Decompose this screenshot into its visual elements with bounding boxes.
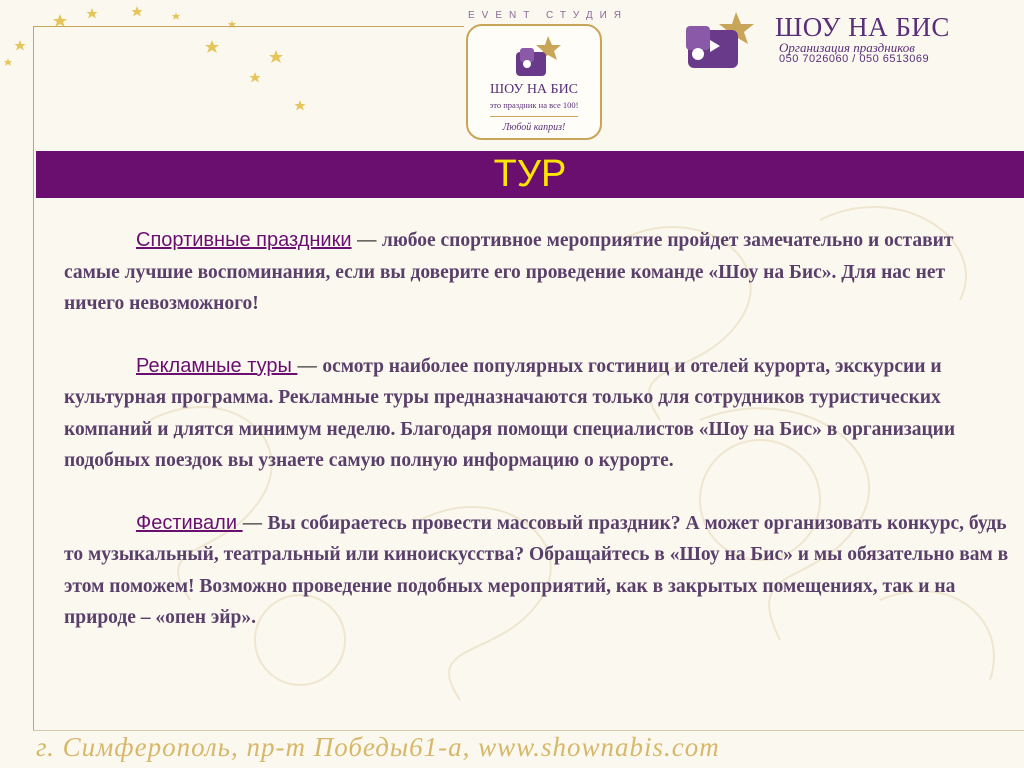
star-icon bbox=[132, 6, 143, 17]
brand-phones: 050 7026060 / 050 6513069 bbox=[779, 53, 930, 65]
content-body bbox=[64, 225, 1009, 665]
badge-name: ШОУ НА БИС bbox=[489, 82, 579, 97]
studio-badge bbox=[466, 24, 602, 140]
star-icon bbox=[205, 40, 219, 53]
star-icon bbox=[172, 12, 180, 20]
footer-address: г. Симферополь, пр-т Победы61-а, www.shownabis.com bbox=[36, 732, 720, 762]
star-icon bbox=[295, 100, 306, 111]
page-title: ТУР bbox=[493, 153, 567, 195]
badge-tagline: это праздник на все 100! bbox=[489, 100, 579, 110]
brand-subtitle: Организация праздников bbox=[779, 40, 915, 55]
dash: — bbox=[351, 229, 382, 251]
brand-logo-icon bbox=[682, 10, 760, 72]
star-icon bbox=[4, 58, 12, 66]
star-icon bbox=[15, 40, 26, 51]
star-icon bbox=[250, 72, 261, 83]
event-studio-label: EVENT СТУДИЯ bbox=[468, 10, 629, 21]
badge-divider bbox=[490, 116, 578, 117]
dash: — bbox=[297, 354, 323, 377]
star-icon bbox=[87, 8, 98, 19]
paragraph-festivals bbox=[64, 508, 1009, 634]
paragraph-text: осмотр наиболее популярных гостиниц и отелей курорта, экскурсии и культурная программа. Рекламные туры предназначаются только для сотрудников туристических компаний и длятся минимум неделю. Благодаря помощи специалистов «Шоу на Бис» в организации подобных поездок вы узнаете самую полную информацию о курорте. bbox=[64, 355, 956, 471]
term-sport-holidays: Спортивные праздники bbox=[136, 229, 352, 251]
brand-name: ШОУ НА БИС bbox=[775, 12, 950, 42]
frame-left-line bbox=[33, 26, 34, 731]
decorative-stars bbox=[0, 0, 330, 120]
star-icon bbox=[269, 50, 283, 63]
frame-top-line bbox=[34, 26, 464, 27]
badge-motto: Любой каприз! bbox=[502, 122, 566, 133]
paragraph-ad-tours bbox=[64, 351, 1009, 477]
term-ad-tours: Рекламные туры bbox=[136, 354, 298, 377]
paragraph-text: любое спортивное мероприятие пройдет замечательно и оставит самые лучшие воспоминания, если вы доверите его проведение команде «Шоу на Бис». Для нас нет ничего невозможного! bbox=[64, 230, 954, 314]
paragraph-text: Вы собираетесь провести массовый праздник? А может организовать конкурс, будь то музыкальный, театральный или киноискусства? Обращайтесь в «Шоу на Бис» и мы обязательно вам в этом поможем! Возможно проведение подобных мероприятий, как в закрытых помещениях, так и на природе – «опен эйр». bbox=[64, 512, 1009, 628]
paragraph-sport bbox=[64, 225, 1009, 320]
dash: — bbox=[242, 511, 268, 534]
logo-icon bbox=[508, 34, 564, 80]
term-festivals: Фестивали bbox=[136, 511, 243, 534]
